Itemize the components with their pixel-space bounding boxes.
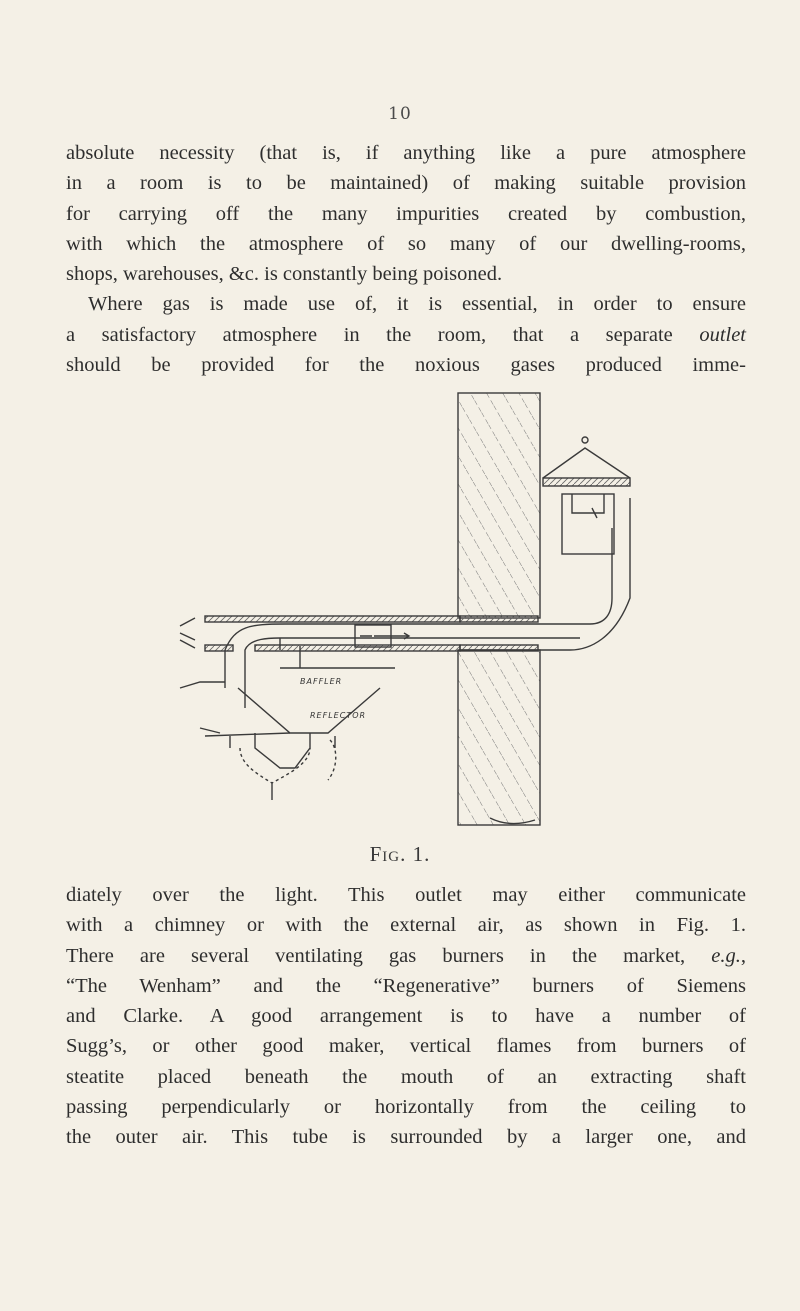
ceiling-band [205,616,460,622]
text-line: diately over the light. This outlet may either communicate [66,884,746,906]
text-run: a satisfactory atmosphere in the room, that a separate [66,323,700,346]
figure-1-diagram [160,388,650,833]
text-run: There are several ventilating gas burners in the market, [66,944,712,967]
figure-caption: Fig. 1. [369,842,431,866]
text-line [66,941,746,971]
text-run: , [740,944,746,967]
reflector-left [205,733,290,736]
wall-lower [458,650,540,825]
left-arm [180,682,225,688]
baffler-label: BAFFLER [300,677,343,686]
text-line: in a room is to be maintained) of making suitable provision [66,172,746,195]
ceiling-band-wall [460,616,538,622]
cowl-inner [572,494,604,513]
paragraph-top [66,138,746,380]
cowl-knob [582,437,588,443]
ventilation-diagram [160,388,650,833]
paragraph-bottom [66,880,746,1153]
italic-eg: e.g. [711,944,741,967]
text-line: shops, warehouses, &c. is constantly being poisoned. [66,263,503,286]
burner-arms [230,733,335,768]
ceiling-band-left [205,645,233,651]
text-line: passing perpendicularly or horizontally from the ceiling to [66,1096,746,1119]
cowl-roof [543,448,630,478]
text-line: with which the atmosphere of so many of our dwelling-rooms, [66,232,746,255]
text-line: and Clarke. A good arrangement is to have a number of [66,1005,746,1028]
left-bracket [180,618,195,648]
text-line: absolute necessity (that is, if anything like a pure atmosphere [66,142,746,164]
text-line: for carrying off the many impurities created by combustion, [66,202,746,225]
text-line [66,320,746,350]
wall-upper [458,393,540,618]
italic-word-outlet: outlet [699,323,746,346]
text-line: the outer air. This tube is surrounded by a larger one, and [66,1126,746,1149]
page-number: 10 [388,104,412,124]
text-line: with a chimney or with the external air, as shown in Fig. 1. [66,914,746,937]
cowl-band [543,478,630,486]
duct-outer-top [225,528,612,650]
text-line: “The Wenham” and the “Regenerative” burners of Siemens [66,974,746,997]
reflector-label: REFLECTOR [310,711,367,720]
cowl-shaft [562,494,614,554]
text-line: should be provided for the noxious gases produced imme- [66,354,746,377]
text-line: steatite placed beneath the mouth of an extracting shaft [66,1065,746,1088]
left-arm-lower [200,728,220,733]
text-line: Sugg’s, or other good maker, vertical flames from burners of [66,1035,746,1058]
text-line: Where gas is made use of, it is essential, in order to ensure [88,293,746,316]
ceiling-band-lower [255,645,460,651]
gas-globe [240,748,310,783]
